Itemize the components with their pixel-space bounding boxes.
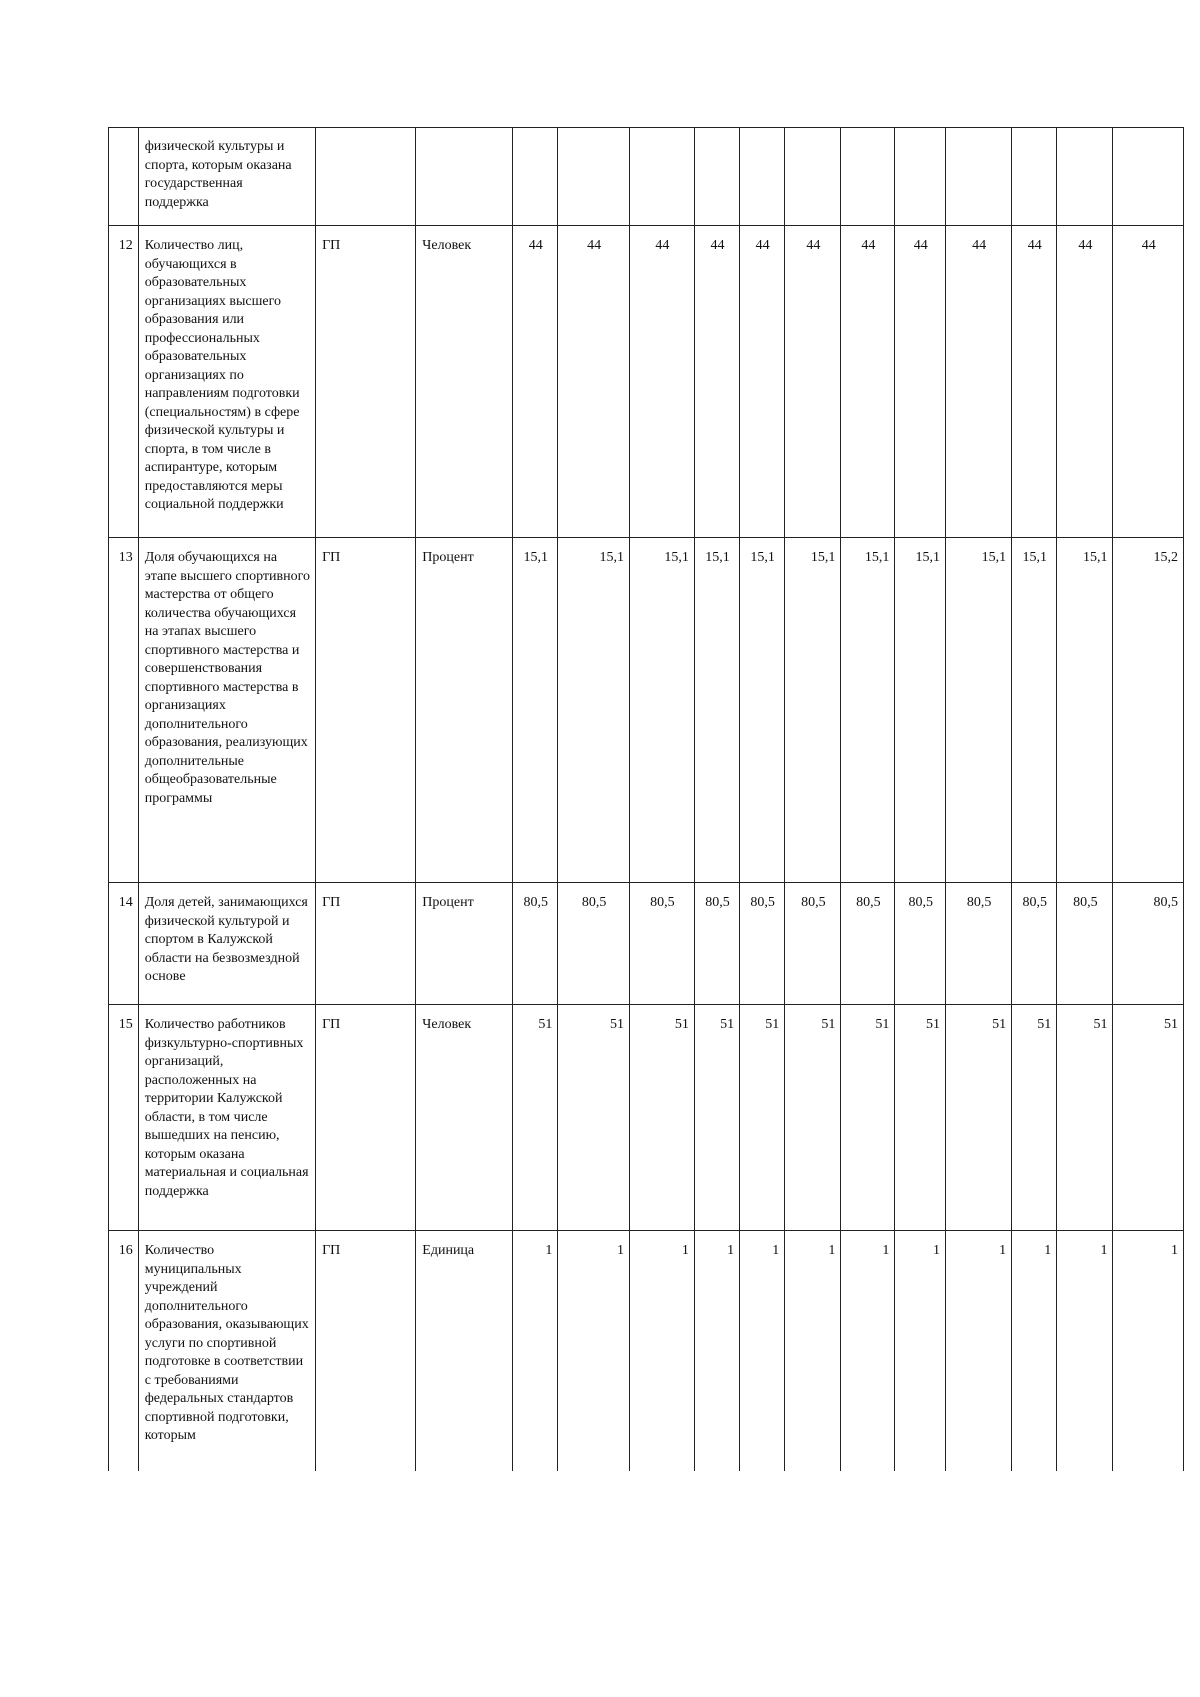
table-row	[109, 538, 1184, 883]
value-cell-6	[785, 128, 841, 226]
value-cell-4: 51	[694, 1005, 739, 1231]
value-cell-8: 51	[895, 1005, 946, 1231]
value-cell-6: 1	[785, 1231, 841, 1471]
indicator-name-cell: Количество муниципальных учреждений дополнительного образования, оказывающих услуги по спортивной подготовке в соответствии с требованиями федеральных стандартов спортивной подготовки, которым	[138, 1231, 315, 1471]
value-cell-5: 80,5	[740, 883, 785, 1005]
value-cell-3: 1	[629, 1231, 694, 1471]
value-cell-12: 15,2	[1113, 538, 1184, 883]
value-cell-5: 44	[740, 226, 785, 538]
unit-cell: Процент	[416, 538, 513, 883]
value-cell-12: 44	[1113, 226, 1184, 538]
row-number-cell	[109, 128, 139, 226]
value-cell-3: 51	[629, 1005, 694, 1231]
row-number-cell: 13	[109, 538, 139, 883]
row-number-cell: 14	[109, 883, 139, 1005]
value-cell-12: 51	[1113, 1005, 1184, 1231]
value-cell-11: 15,1	[1057, 538, 1113, 883]
value-cell-1: 44	[513, 226, 558, 538]
unit-cell: Человек	[416, 1005, 513, 1231]
unit-cell: Человек	[416, 226, 513, 538]
value-cell-4: 44	[694, 226, 739, 538]
value-cell-7: 80,5	[841, 883, 895, 1005]
value-cell-12: 80,5	[1113, 883, 1184, 1005]
indicator-name-cell: Доля обучающихся на этапе высшего спортивного мастерства от общего количества обучающихся на этапах высшего спортивного мастерства и совершенствования спортивного мастерства в организациях дополнительного образования, реализующих дополнительные общеобразовательные программы	[138, 538, 315, 883]
program-level-cell: ГП	[316, 226, 416, 538]
value-cell-7: 51	[841, 1005, 895, 1231]
value-cell-1: 1	[513, 1231, 558, 1471]
value-cell-3: 80,5	[629, 883, 694, 1005]
value-cell-1	[513, 128, 558, 226]
value-cell-2	[558, 128, 630, 226]
value-cell-7: 1	[841, 1231, 895, 1471]
value-cell-1: 15,1	[513, 538, 558, 883]
value-cell-7	[841, 128, 895, 226]
value-cell-4: 15,1	[694, 538, 739, 883]
value-cell-4: 1	[694, 1231, 739, 1471]
value-cell-11: 51	[1057, 1005, 1113, 1231]
value-cell-10	[1012, 128, 1057, 226]
value-cell-3: 44	[629, 226, 694, 538]
value-cell-11: 80,5	[1057, 883, 1113, 1005]
unit-cell: Единица	[416, 1231, 513, 1471]
value-cell-8: 80,5	[895, 883, 946, 1005]
program-level-cell: ГП	[316, 1231, 416, 1471]
value-cell-5	[740, 128, 785, 226]
value-cell-8: 44	[895, 226, 946, 538]
value-cell-9	[946, 128, 1012, 226]
value-cell-3	[629, 128, 694, 226]
table-row	[109, 128, 1184, 226]
value-cell-9: 1	[946, 1231, 1012, 1471]
value-cell-2: 1	[558, 1231, 630, 1471]
value-cell-11: 44	[1057, 226, 1113, 538]
value-cell-9: 44	[946, 226, 1012, 538]
value-cell-4: 80,5	[694, 883, 739, 1005]
value-cell-6: 15,1	[785, 538, 841, 883]
value-cell-5: 15,1	[740, 538, 785, 883]
value-cell-12: 1	[1113, 1231, 1184, 1471]
value-cell-10: 1	[1012, 1231, 1057, 1471]
program-level-cell: ГП	[316, 538, 416, 883]
value-cell-9: 15,1	[946, 538, 1012, 883]
program-level-cell	[316, 128, 416, 226]
row-number-cell: 16	[109, 1231, 139, 1471]
indicator-name-cell: физической культуры и спорта, которым оказана государственная поддержка	[138, 128, 315, 226]
indicators-table	[108, 127, 1184, 1471]
value-cell-7: 15,1	[841, 538, 895, 883]
table-row	[109, 883, 1184, 1005]
value-cell-9: 51	[946, 1005, 1012, 1231]
value-cell-8: 1	[895, 1231, 946, 1471]
value-cell-5: 1	[740, 1231, 785, 1471]
row-number-cell: 15	[109, 1005, 139, 1231]
value-cell-6: 80,5	[785, 883, 841, 1005]
value-cell-3: 15,1	[629, 538, 694, 883]
unit-cell: Процент	[416, 883, 513, 1005]
indicator-name-cell: Доля детей, занимающихся физической культурой и спортом в Калужской области на безвозмездной основе	[138, 883, 315, 1005]
indicator-name-cell: Количество лиц, обучающихся в образовательных организациях высшего образования или профессиональных образовательных организациях по направлениям подготовки (специальностям) в сфере физической культуры и спорта, в том числе в аспирантуре, которым предоставляются меры социальной поддержки	[138, 226, 315, 538]
value-cell-9: 80,5	[946, 883, 1012, 1005]
value-cell-10: 44	[1012, 226, 1057, 538]
value-cell-1: 80,5	[513, 883, 558, 1005]
value-cell-2: 15,1	[558, 538, 630, 883]
value-cell-11: 1	[1057, 1231, 1113, 1471]
value-cell-6: 51	[785, 1005, 841, 1231]
program-level-cell: ГП	[316, 1005, 416, 1231]
value-cell-11	[1057, 128, 1113, 226]
value-cell-5: 51	[740, 1005, 785, 1231]
table-row	[109, 1005, 1184, 1231]
value-cell-4	[694, 128, 739, 226]
row-number-cell: 12	[109, 226, 139, 538]
value-cell-10: 80,5	[1012, 883, 1057, 1005]
value-cell-8	[895, 128, 946, 226]
program-level-cell: ГП	[316, 883, 416, 1005]
table-row	[109, 1231, 1184, 1471]
indicator-name-cell: Количество работников физкультурно-спортивных организаций, расположенных на территории Калужской области, в том числе вышедших на пенсию, которым оказана материальная и социальная поддержка	[138, 1005, 315, 1231]
value-cell-2: 44	[558, 226, 630, 538]
document-page	[108, 127, 1184, 1471]
value-cell-1: 51	[513, 1005, 558, 1231]
value-cell-10: 15,1	[1012, 538, 1057, 883]
table-row	[109, 226, 1184, 538]
value-cell-12	[1113, 128, 1184, 226]
value-cell-8: 15,1	[895, 538, 946, 883]
value-cell-7: 44	[841, 226, 895, 538]
value-cell-2: 80,5	[558, 883, 630, 1005]
value-cell-10: 51	[1012, 1005, 1057, 1231]
value-cell-6: 44	[785, 226, 841, 538]
unit-cell	[416, 128, 513, 226]
value-cell-2: 51	[558, 1005, 630, 1231]
